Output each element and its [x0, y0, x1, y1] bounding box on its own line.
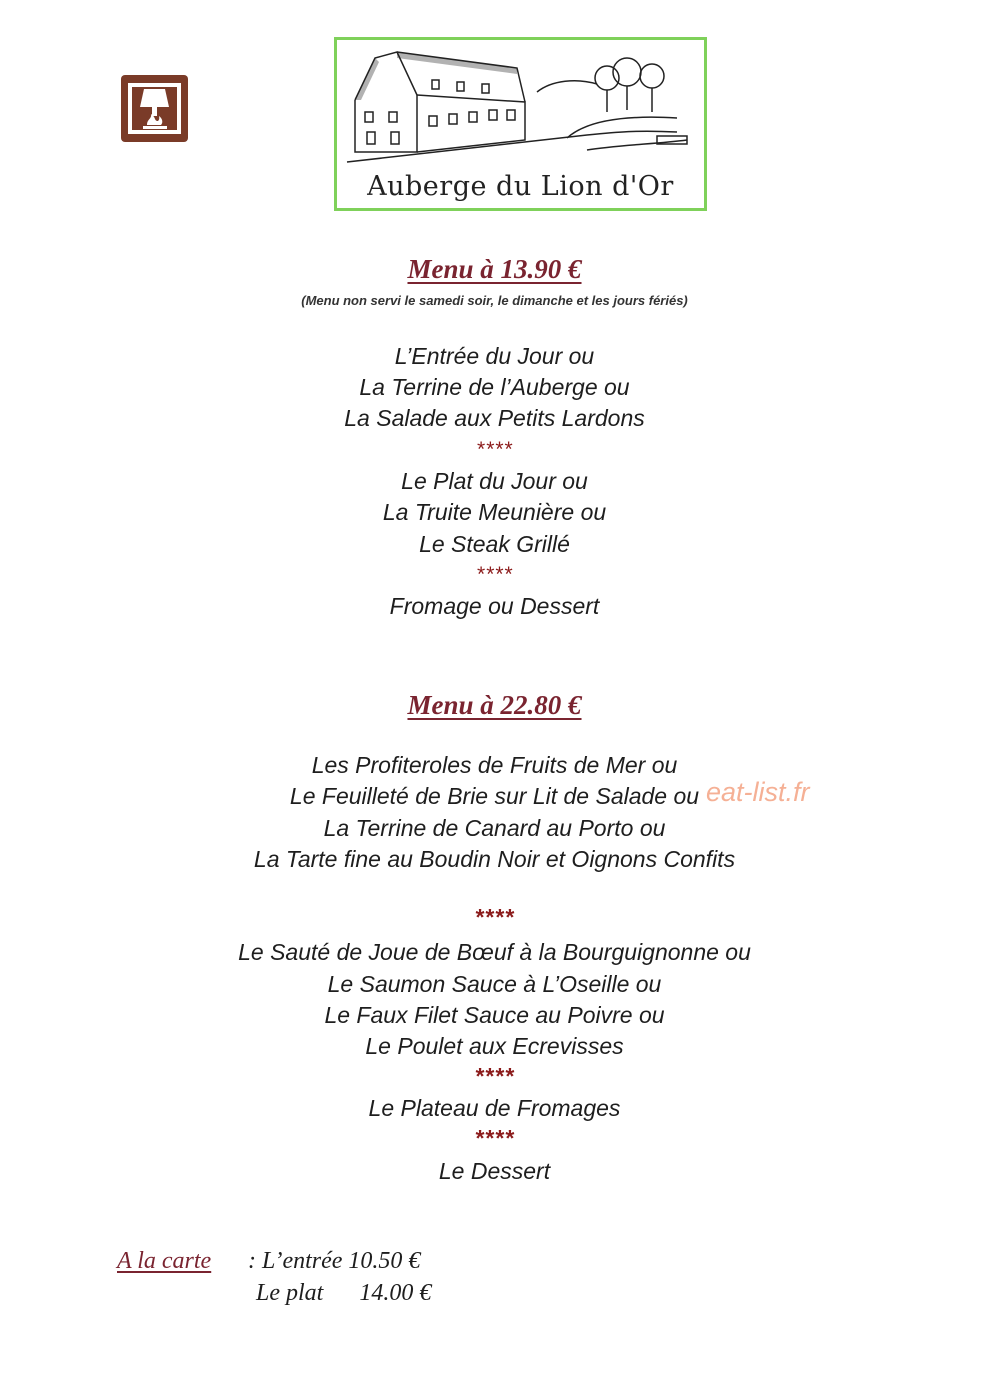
menu-1-starter: L’Entrée du Jour ou	[394, 343, 595, 369]
inn-illustration	[337, 40, 704, 170]
menu-1-main: Le Plat du Jour ou	[401, 468, 588, 494]
menu-1-note: (Menu non servi le samedi soir, le dimanche et les jours fériés)	[301, 293, 688, 308]
menu-2-starter: Les Profiteroles de Fruits de Mer ou	[311, 752, 678, 778]
menu-1-main: Le Steak Grillé	[419, 531, 570, 557]
carte-plat-price: Le plat 14.00 €	[256, 1280, 432, 1306]
menu-1-main: La Truite Meunière ou	[382, 499, 607, 525]
menu-2-dessert: Le Dessert	[438, 1158, 551, 1184]
menu-2-main: Le Saumon Sauce à L’Oseille ou	[327, 971, 662, 997]
a-la-carte-label: A la carte	[117, 1248, 212, 1274]
menu-1-starter: La Terrine de l’Auberge ou	[359, 374, 630, 400]
menu-2-starter: La Terrine de Canard au Porto ou	[323, 815, 666, 841]
course-separator: ****	[474, 904, 515, 930]
logo-title: Auberge du Lion d'Or	[367, 171, 674, 202]
course-separator: ****	[476, 563, 513, 586]
menu-1-finale: Fromage ou Dessert	[389, 593, 600, 619]
watermark: eat-list.fr	[706, 777, 810, 807]
menu-2-starter: Le Feuilleté de Brie sur Lit de Salade ou	[289, 783, 700, 809]
carte-entree-price: : L’entrée 10.50 €	[248, 1248, 421, 1274]
course-separator: ****	[474, 1063, 515, 1089]
menu-2-cheese: Le Plateau de Fromages	[368, 1095, 621, 1121]
menu-2-starter: La Tarte fine au Boudin Noir et Oignons Confits	[253, 846, 736, 872]
course-separator: ****	[476, 438, 513, 461]
course-separator: ****	[474, 1125, 515, 1151]
menu-1-starter: La Salade aux Petits Lardons	[344, 405, 645, 431]
menu-2-main: Le Poulet aux Ecrevisses	[365, 1033, 624, 1059]
fireplace-lamp-icon	[121, 75, 188, 142]
restaurant-logo	[334, 37, 707, 211]
menu-2-main: Le Faux Filet Sauce au Poivre ou	[324, 1002, 665, 1028]
menu-2-main: Le Sauté de Joue de Bœuf à la Bourguignonne ou	[238, 939, 751, 965]
menu-2-title: Menu à 22.80 €	[407, 690, 582, 720]
menu-1-title: Menu à 13.90 €	[407, 254, 582, 284]
